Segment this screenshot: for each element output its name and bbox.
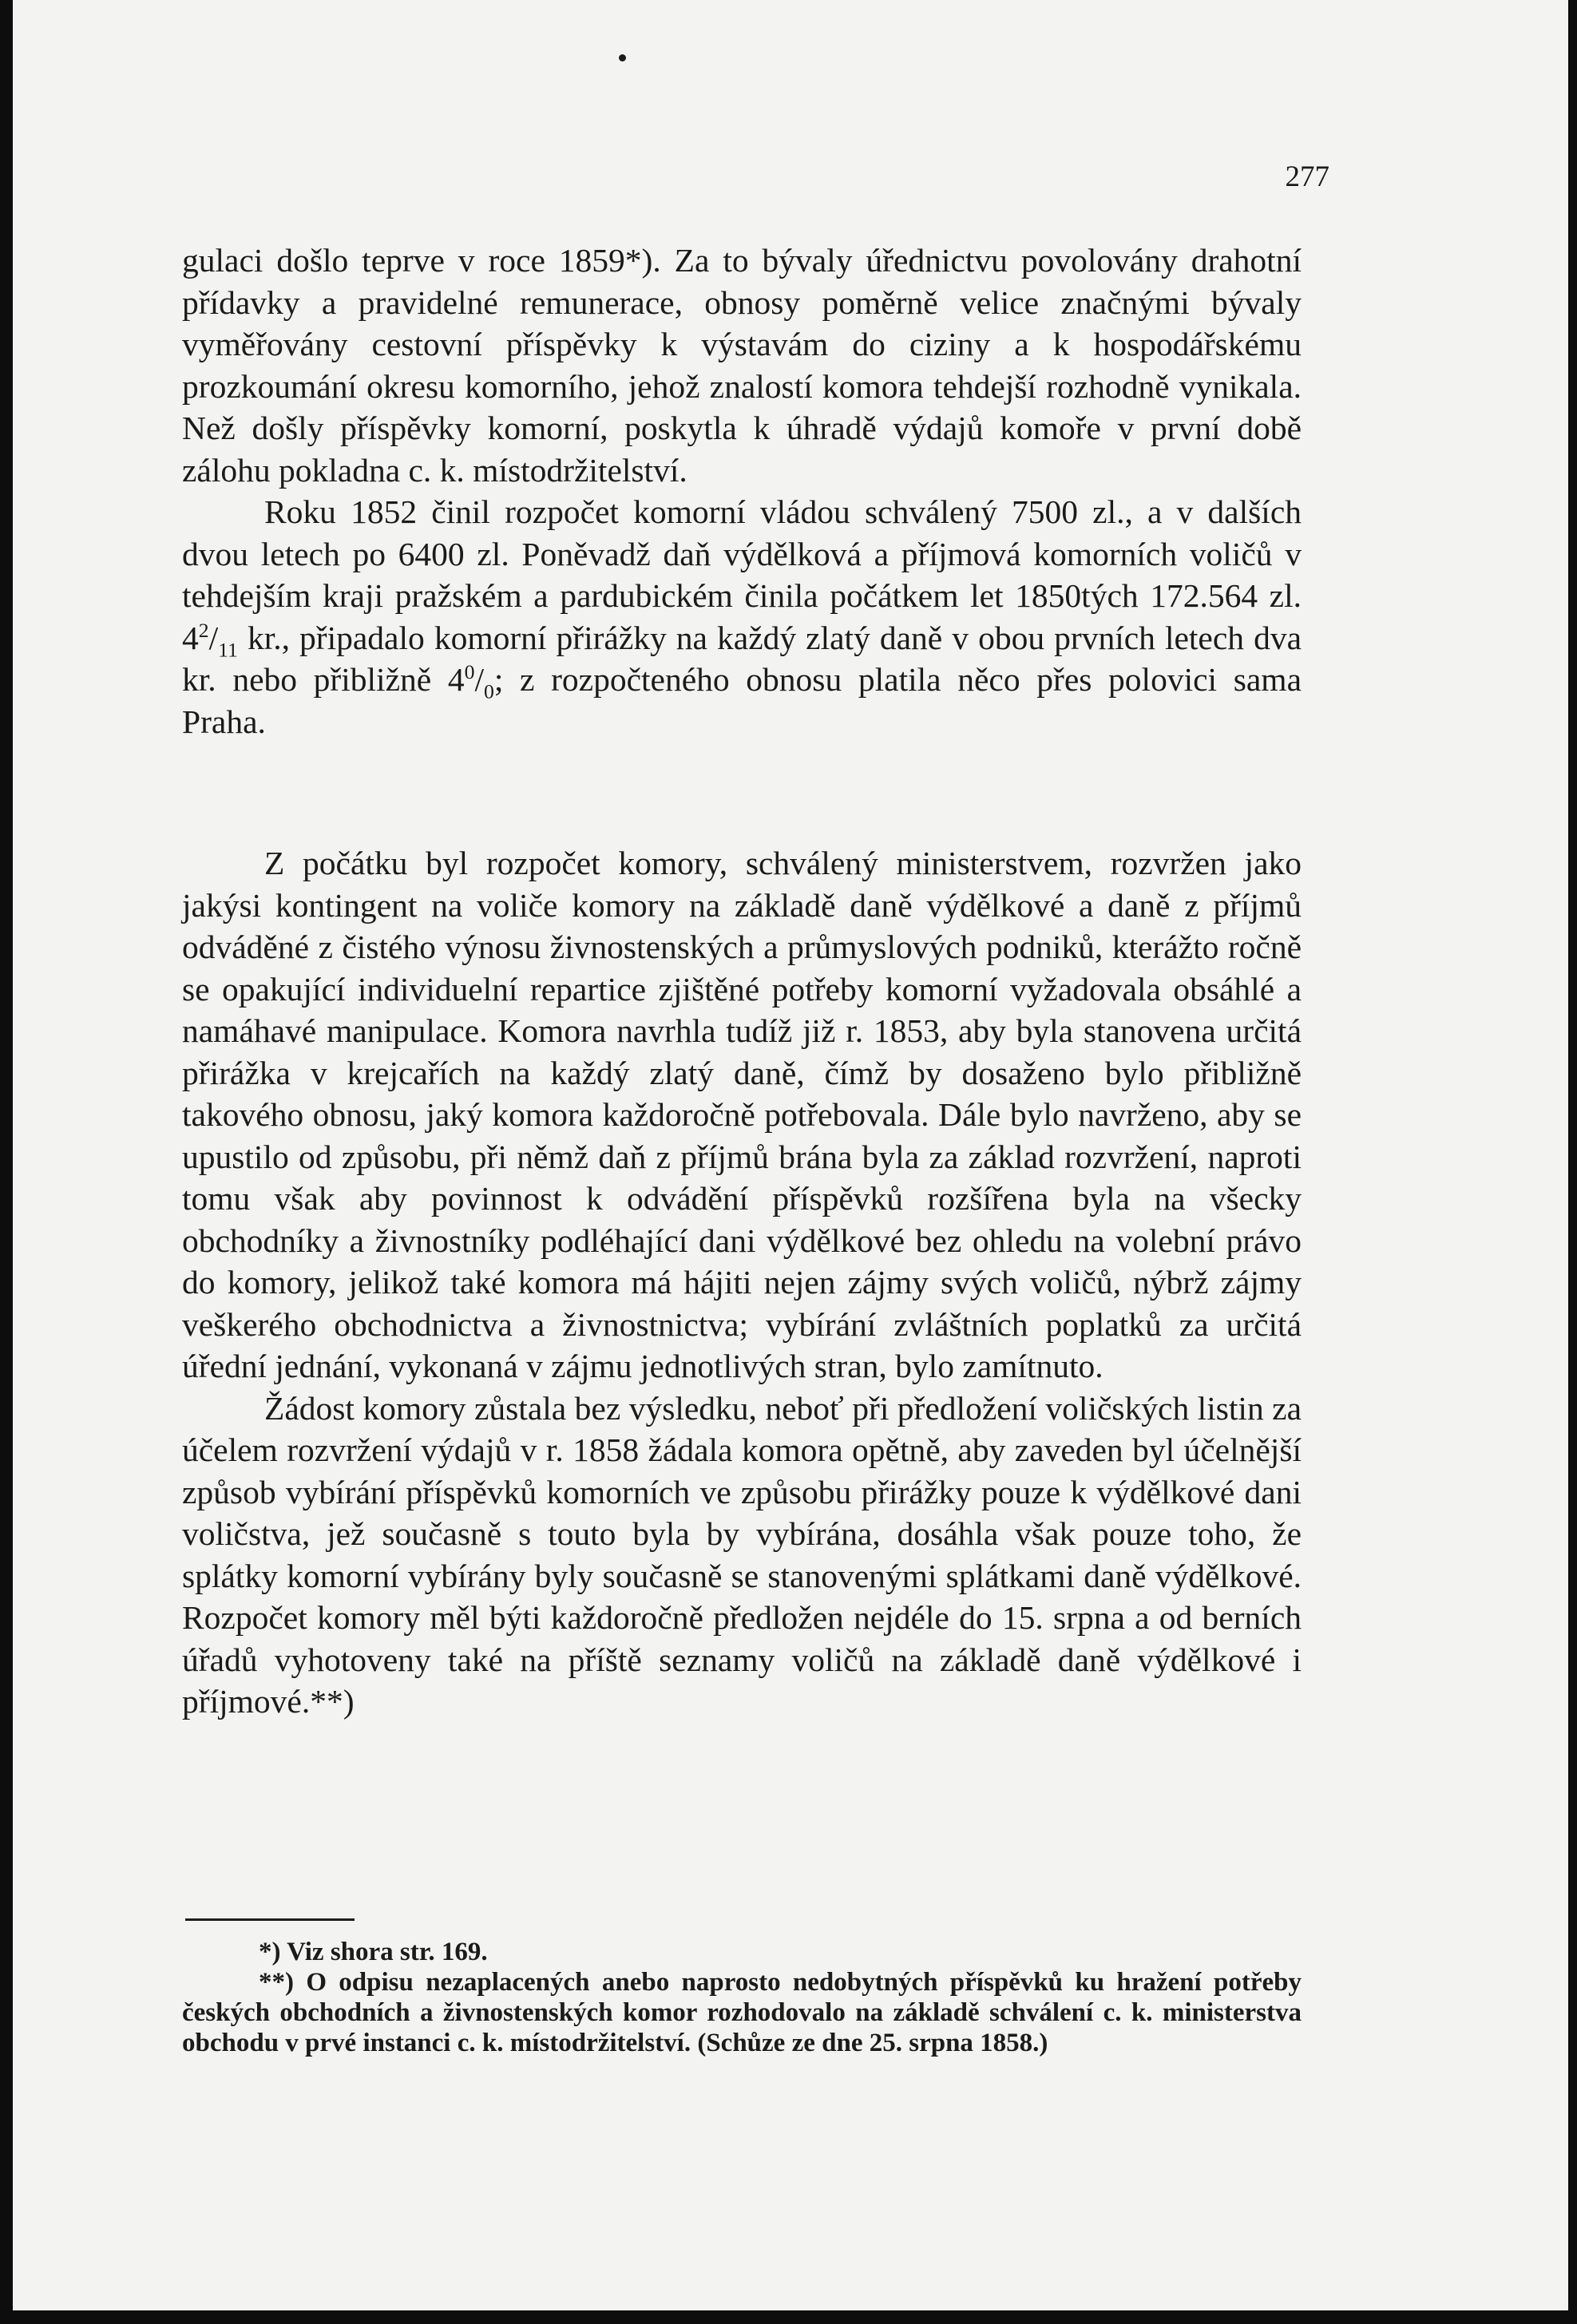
paragraph-3: Z počátku byl rozpočet komory, schválený ministerstvem, rozvržen jako jakýsi kontingent na voliče komory na základě daně výdělkové a daně z příjmů odváděné z čistého výnosu živnostenských a průmyslových podniků, kterážto ročně se opakující individuelní repartice zjištěné potřeby komorní vyžadovala obsáhlé a namáhavé manipulace. Komora navrhla tudíž již r. 1853, aby byla stanovena určitá přirážka v krejcařích na každý zlatý daně, čímž by dosaženo bylo přibližně takového obnosu, jaký komora každoročně potřebovala. Dále bylo navrženo, aby se upustilo od způsobu, při němž daň z příjmů brána byla za základ rozvržení, naproti tomu však aby povinnost k odvádění příspěvků rozšířena byla na všecky obchodníky a živnostníky podléhající dani výdělkové bez ohledu na volební právo do komory, jelikož také komora má hájiti nejen zájmy svých voličů, nýbrž zájmy veškerého obchodnictva a živnostnictva; vybírání zvláštních poplatků za určitá úřední jednání, vykonaná v zájmu jednotlivých stran, bylo zamítnuto. (182, 845, 1302, 1384)
percent-zero-lower: 0 (483, 679, 494, 703)
paragraph-2-text-a: Roku 1852 činil rozpočet komorní vládou schválený 7500 zl., a v dalších dvou letech po 6400 zl. Poněvadž daň výdělková a příjmová komorních voličů v tehdejším kraji pražském a pardubickém činila počátkem let 1850tých 172.564 zl. 4 (182, 493, 1302, 656)
paragraph-2-text-b: kr., připadalo komorní přirážky na každý zlatý daně v obou prvních letech dva kr. nebo přibližně 4 (182, 619, 1302, 698)
fraction-denominator: 11 (218, 637, 238, 661)
footnotes (182, 1937, 1302, 2058)
paragraph-4: Žádost komory zůstala bez výsledku, neboť při předložení voličských listin za účelem rozvržení výdajů v r. 1858 žádala komora opětně, aby zaveden byl účelnější způsob vybírání příspěvků komorních ve způsobu přirážky pouze k výdělkové dani voličstva, jež současně s touto byla by vybírána, dosáhla však pouze toho, že splátky komorní vybírány byly současně se stanovenými splátkami daně výdělkové. Rozpočet komory měl býti každoročně předložen nejdéle do 15. srpna a od berních úřadů vyhotoveny také na příště seznamy voličů na základě daně výdělkové i příjmové.**) (182, 1389, 1302, 1720)
footnote-divider (185, 1918, 355, 1921)
footnote-1: *) Viz shora str. 169. (259, 1938, 488, 1966)
percent-zero: 0 (464, 660, 475, 684)
body-text-bottom (182, 842, 1302, 1723)
paragraph-1: gulaci došlo teprve v roce 1859*). Za to bývaly úřednictvu povolovány drahotní přídavky a pravidelné remunerace, obnosy poměrně velice značnými bývaly vyměřovány cestovní příspěvky k výstavám do ciziny a k hospodářskému prozkoumání okresu komorního, jehož znalostí komora tehdejší rozhodně vynikala. Než došly příspěvky komorní, poskytla k úhradě výdajů komoře v první době zálohu pokladna c. k. místodržitelství. (182, 242, 1302, 489)
document-page (13, 0, 1568, 2310)
ink-speck (619, 54, 626, 61)
page-number: 277 (1285, 160, 1329, 193)
paragraph-2-text-c: ; z rozpočteného obnosu platila něco přes polovici sama Praha. (182, 661, 1302, 740)
paragraph-2: Roku 1852 činil rozpočet komorní vládou schválený 7500 zl., a v dalších dvou letech po 6400 zl. Poněvadž daň výdělková a příjmová komorních voličů v tehdejším kraji pražském a pardubickém činila počátkem let 1850tých 172.564 zl. $4^2/_{11}$ kr., připadalo komorní přirážky na každý zlatý daně v obou prvních letech dva kr. nebo přibližně $4^0/_0$; z rozpočteného obnosu platila něco přes polovici sama Praha. (182, 493, 1302, 740)
footnote-2: **) O odpisu nezaplacených anebo naprosto nedobytných příspěvků ku hražení potřeby českých obchodních a živnostenských komor rozhodovalo na základě schválení c. k. ministerstva obchodu v prvé instanci c. k. místodržitelství. (Schůze ze dne 25. srpna 1858.) (182, 1968, 1302, 2057)
body-text-top (182, 240, 1302, 742)
fraction-numerator: 2 (198, 618, 209, 642)
